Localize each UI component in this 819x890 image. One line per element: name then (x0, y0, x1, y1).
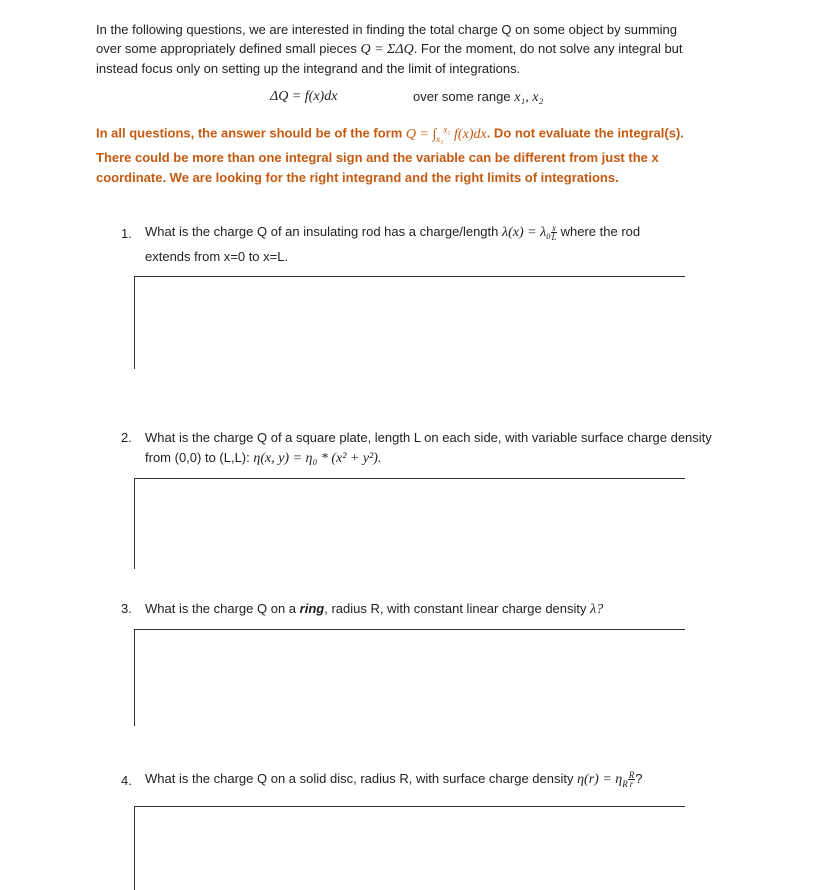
intro-sum-formula: Q = ΣΔQ (360, 42, 414, 57)
question-1-prompt: What is the charge Q of an insulating rod has a charge/length (145, 224, 499, 239)
question-4-prompt-end: ? (635, 771, 643, 786)
question-3-number: 3. (121, 601, 132, 616)
question-1-formula: λ(x) = λ₀ (502, 225, 551, 240)
question-4-formula: $\eta(r) = \eta_R$ (577, 772, 628, 789)
integral-form-formula: $Q = \int_{x_1}^{x_2}$ f(x)dx (405, 124, 487, 144)
question-2-text: What is the charge Q of a square plate, length L on each side, with variable surface charge density (145, 430, 712, 445)
question-1-text (145, 224, 640, 241)
question-1-line-2: extends from x=0 to x=L. (145, 249, 289, 264)
instructions-line-1-end: . Do not evaluate the integral(s). (486, 125, 684, 141)
intro-line-2-end: . For the moment, do not solve any integral but (413, 41, 683, 56)
intro-line-3: instead focus only on setting up the integrand and the limit of integrations. (96, 61, 521, 76)
range-text: over some range (413, 89, 511, 104)
instructions-line-1-text: In all questions, the answer should be of the form (96, 125, 403, 141)
question-3-prompt-end: , radius R, with constant linear charge density (324, 601, 587, 616)
answer-box-3[interactable] (134, 629, 685, 726)
intro-paragraph (96, 20, 683, 78)
intro-line-1: In the following questions, we are interested in finding the total charge Q on some object by summing (96, 22, 677, 37)
answer-box-1[interactable] (134, 276, 685, 369)
question-3-emphasis: ring (299, 601, 325, 616)
intro-line-2-text: over some appropriately defined small pieces (96, 41, 357, 56)
range-statement (413, 89, 543, 106)
instructions-line-2: There could be more than one integral sign and the variable can be different from just the x (96, 150, 659, 166)
integral-upper-limit: x₂ (443, 124, 451, 134)
instructions-line-3: coordinate. We are looking for the right integrand and the right limits of integrations. (96, 170, 619, 186)
question-2-range: from (0,0) to (L,L): (145, 450, 250, 465)
charge-element-equation: ΔQ = f(x)dx (270, 89, 338, 104)
question-2-number: 2. (121, 430, 132, 445)
answer-box-2[interactable] (134, 478, 685, 569)
instructions-line-1 (96, 119, 684, 148)
question-2-line-2 (145, 450, 381, 467)
question-1-number: 1. (121, 226, 132, 241)
question-1-fraction: $\frac{x}{L}$ (551, 223, 557, 243)
instructions-block (96, 119, 684, 188)
question-3-prompt: What is the charge Q on a (145, 601, 297, 616)
question-4-fraction: $\frac{R}{r}$ (628, 770, 635, 790)
question-4-number: 4. (121, 773, 132, 788)
intro-line-2 (96, 39, 683, 59)
question-4-prompt: What is the charge Q on a solid disc, radius R, with surface charge density (145, 771, 574, 786)
question-3-formula: λ? (590, 602, 604, 617)
question-4-text (145, 771, 642, 789)
integral-lower-limit: x₁ (436, 133, 444, 144)
question-1-prompt-end: where the rod (560, 224, 641, 239)
question-2-formula: η(x, y) = η₀ * (x² + y²). (253, 451, 382, 466)
range-limits: x₁, x₂ (514, 90, 544, 105)
answer-box-4[interactable] (134, 806, 685, 890)
question-3-text (145, 601, 603, 618)
